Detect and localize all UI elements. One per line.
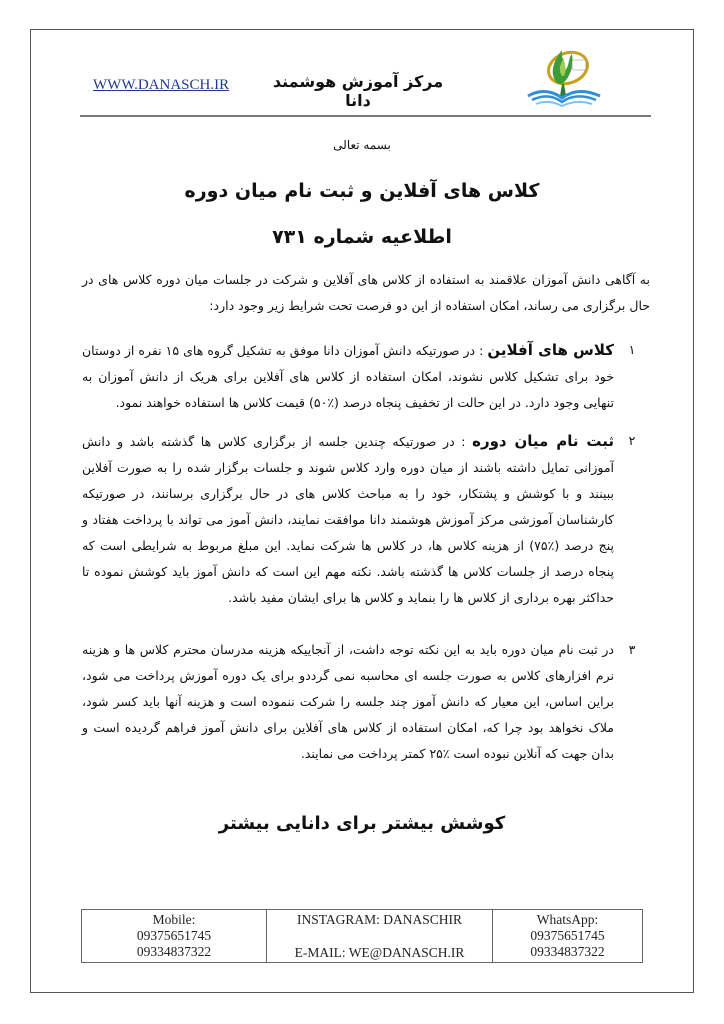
social-cell (267, 910, 493, 962)
slogan: کوشش بیشتر برای دانایی بیشتر (218, 813, 506, 834)
mobile-cell (82, 910, 267, 962)
intro-paragraph: به آگاهی دانش آموزان علاقمند به استفاده از کلاس های آفلاین و شرکت در جلسات میان دوره کلاس های در حال برگزاری می رساند، امکان استفاده از این دو فرصت تحت شرایط زیر وجود دارد: (82, 272, 650, 313)
list-item-heading: کلاس های آفلاین (487, 341, 614, 359)
list-item-heading: ثبت نام میان دوره (472, 432, 614, 450)
whatsapp-label: WhatsApp: (536, 912, 599, 927)
website-link[interactable]: WWW.DANASCH.IR (93, 77, 230, 93)
organization-name: مرکز آموزش هوشمند دانا (272, 72, 444, 110)
header-divider (80, 115, 651, 117)
list-item-text: : در صورتیکه چندین جلسه از برگزاری کلاس ها گذشته باشد و دانش آموزانی تمایل داشته باشند از میان دوره وارد کلاس شوند و جلسات برگزار شده را به صورت آفلاین ببینند و با کوشش و پشتکار، خود را به مباحث کلاس های در حال برگزاری برسانند، در صورتیکه کارشناسان آموزشی مرکز آموزش هوشمند دانا موافقت نمایند، دانش آموز می تواند با پرداخت هفتاد و پنج درصد (٪۷۵) از هزینه کلاس ها، در کلاس ها شرکت نماید. این مبلغ مربوط به شرایطی است که پنجاه درصد از جلسات کلاس ها گذشته باشد. نکته مهم این است که دانش آموز باید کوشش نموده تا حداکثر بهره برداری از کلاس ها را بنماید و کلاس ها برای ایشان مفید باشد. (82, 434, 614, 605)
whatsapp-number[interactable]: 09334837322 (530, 944, 605, 959)
list-item-number: ۲ (628, 433, 636, 448)
list-item-text: : در صورتیکه دانش آموزان دانا موفق به تشکیل گروه های ۱۵ نفره از دوستان خود برای تشکیل کلاس نشوند، امکان استفاده از کلاس های آفلاین برای هریک از دانش آموزان به تنهایی وجود دارد. در این حالت از تخفیف پنجاه درصد (٪۵۰) قیمت کلاس ها استفاده خواهند نمود. (82, 343, 614, 410)
email-address[interactable]: E-MAIL: WE@DANASCH.IR (294, 945, 465, 960)
bismillah: بسمه تعالی (333, 138, 391, 152)
list-item-body (82, 428, 614, 611)
notice-number-title: اطلاعیه شماره ۷۳۱ (272, 226, 452, 248)
mobile-label: Mobile: (152, 912, 196, 927)
mobile-number[interactable]: 09334837322 (136, 944, 212, 959)
whatsapp-cell (493, 910, 642, 962)
mobile-number[interactable]: 09375651745 (136, 928, 212, 943)
list-item-body (82, 637, 614, 767)
list-item-text: در ثبت نام میان دوره باید به این نکته توجه داشت، از آنجاییکه هزینه مدرسان محترم کلاس ها و هزینه نرم افزارهای کلاس به صورت جلسه ای محاسبه نمی گرددو برای یک دوره آموزش پرداخت می شود، براین اساس، این معیار که دانش آموز چند جلسه را شرکت ننموده است و هزینه آنها باید کسر شود، ملاک نخواهد بود چرا که، امکان استفاده از کلاس های آفلاین برای دانش آموز فراهم گردیده است و بدان جهت که آنلاین نبوده است ٪۲۵ کمتر پرداخت می نمایند. (82, 642, 614, 761)
list-item-body (82, 337, 614, 416)
main-title: کلاس های آفلاین و ثبت نام میان دوره (184, 180, 540, 202)
book-flame-logo-icon (524, 40, 604, 112)
list-item (82, 428, 642, 611)
list-item-number: ۳ (628, 642, 636, 657)
list-item-number: ۱ (628, 342, 636, 357)
whatsapp-number[interactable]: 09375651745 (530, 928, 605, 943)
contact-footer-table (81, 909, 643, 963)
list-item (82, 637, 642, 767)
instagram-handle[interactable]: INSTAGRAM: DANASCHIR (296, 912, 463, 927)
list-item (82, 337, 642, 416)
